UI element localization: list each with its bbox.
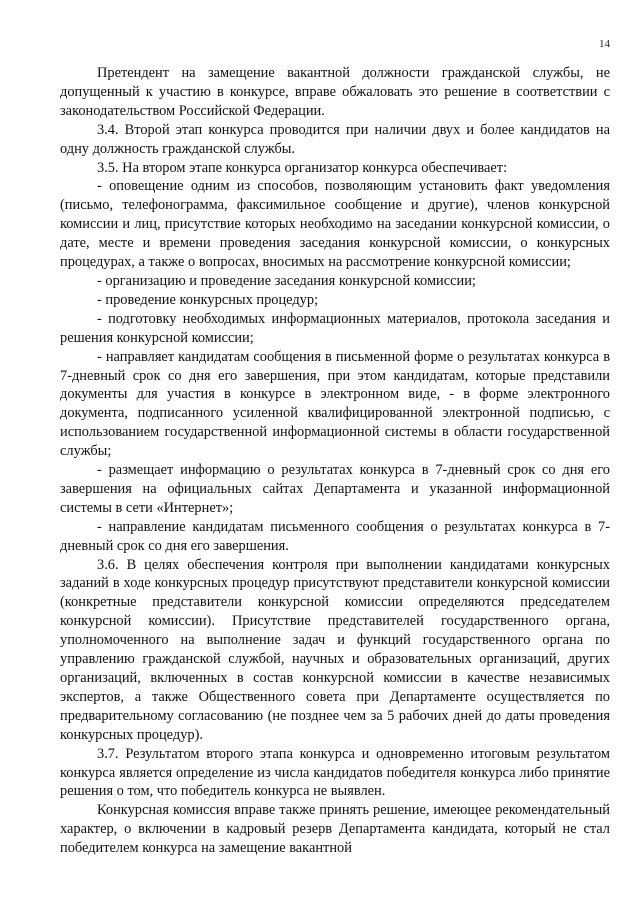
paragraph-reserve-decision: Конкурсная комиссия вправе также принять решение, имеющее рекомендательный характер, о включении в кадровый резерв Департамента кандидата, который не стал победителем конкурса на замещение вакантной bbox=[60, 802, 610, 857]
list-item-procedures: - проведение конкурсных процедур; bbox=[97, 291, 319, 308]
list-item-written-notice: - направляет кандидатам сообщения в письменной форме о результатах конкурса в 7-дневный срок со дня его завершения, при этом кандидатам, которые представили документы для участия в конкурсе в электронном виде, - в форме электронного документа, подписанного усиленной квалифицированной электронной подписью, с использованием государственной информационной системы в области государственной службы; bbox=[60, 348, 610, 460]
paragraph-3-6: 3.6. В целях обеспечения контроля при выполнении кандидатами конкурсных заданий в ходе конкурсных процедур присутствуют представители конкурсной комиссии (конкретные представители конкурсной комиссии определяются председателем конкурсной комиссии). Присутствие представителей государственного органа, уполномоченного на выполнение задач и функций государственного органа по управлению гражданской службой, научных и образовательных организаций, других организаций, включенных в состав конкурсной комиссии в качестве независимых экспертов, а также Общественного совета при Департаменте осуществляется по предварительному согласованию (не позднее чем за 5 рабочих дней до даты проведения конкурсных процедур). bbox=[60, 556, 610, 743]
paragraph-appeal-right: Претендент на замещение вакантной должности гражданской службы, не допущенный к участию в конкурсе, вправе обжаловать это решение в соответствии с законодательством Российской Федерации. bbox=[60, 65, 610, 119]
paragraph-3-7: 3.7. Результатом второго этапа конкурса и одновременно итоговым результатом конкурса является определение из числа кандидатов победителя конкурса либо принятие решения о том, что победитель конкурса не выявлен. bbox=[60, 745, 610, 800]
list-item-materials: - подготовку необходимых информационных материалов, протокола заседания и решения конкурсной комиссии; bbox=[60, 310, 610, 346]
page-number: 14 bbox=[599, 38, 610, 50]
paragraph-3-4: 3.4. Второй этап конкурса проводится при наличии двух и более кандидатов на одну должность гражданской службы. bbox=[60, 121, 610, 157]
paragraph-3-5: 3.5. На втором этапе конкурса организатор конкурса обеспечивает: bbox=[97, 159, 508, 176]
page-body bbox=[60, 64, 610, 858]
list-item-organization: - организацию и проведение заседания конкурсной комиссии; bbox=[97, 272, 476, 289]
list-item-publish-results: - размещает информацию о результатах конкурса в 7-дневный срок со дня его завершения на официальных сайтах Департамента и указанной информационной системы в сети «Интернет»; bbox=[60, 462, 610, 516]
list-item-notification: - оповещение одним из способов, позволяющим установить факт уведомления (письмо, телефонограмма, факсимильное сообщение и другие), членов конкурсной комиссии и лиц, присутствие которых необходимо на заседании конкурсной комиссии, о дате, месте и времени проведения заседания конкурсной комиссии, о конкурсных процедурах, а также о вопросах, вносимых на рассмотрение конкурсной комиссии; bbox=[60, 178, 610, 271]
list-item-send-message: - направление кандидатам письменного сообщения о результатах конкурса в 7-дневный срок со дня его завершения. bbox=[60, 518, 610, 554]
